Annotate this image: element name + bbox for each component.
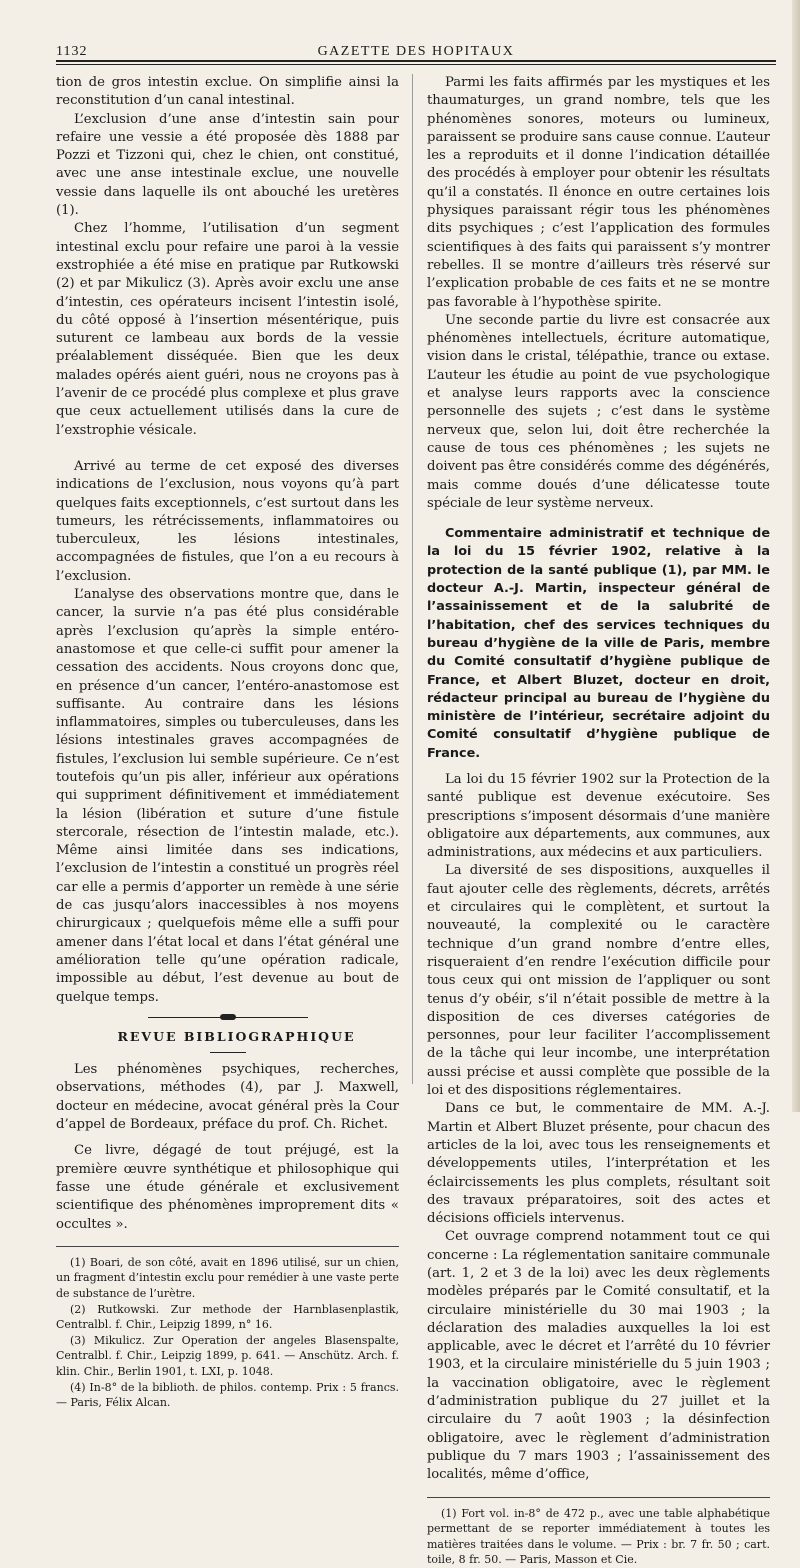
paragraph: Cet ouvrage comprend notamment tout ce qui concerne : La réglementation sanitaire communale (art. 1, 2 et 3 de la loi) avec les deux règlements modèles préparés par le Comité consultatif, et la circulaire ministérielle du 30 mai 1903 ; la déclaration des maladies auxquelles la loi est applicable, avec le décret et l’arrêté du 10 février 1903, et la circulaire ministérielle du 5 juin 1903 ; la vaccination obligatoire, avec le règlement d’administration publique du 27 juillet et la circulaire du 7 août 1903 ; la désinfection obligatoire, avec le règlement d’administration publique du 7 mars 1903 ; l’assainissement des localités, même d’office, (427, 1229, 770, 1483)
footnote: (1) Boari, de son côté, avait en 1896 utilisé, sur un chien, un fragment d’intestin exclu pour remédier à une vaste perte de substance de l’urètre. (56, 1255, 399, 1300)
short-rule (210, 1052, 246, 1053)
review-heading: Commentaire administratif et technique de la loi du 15 février 1902, relative à la protection de la santé publique (1), par MM. le docteur A.-J. Martin, inspecteur général de l’assainissement et de la salubrité de l’habitation, chef des services techniques du bureau d’hygiène de la ville de Paris, membre du Comité consultatif d’hygiène publique de France, et Albert Bluzet, docteur en droit, rédacteur principal au bureau de l’hygiène du ministère de l’intérieur, secrétaire adjoint du Comité consultatif d’hygiène publique de France. (427, 526, 770, 761)
left-column (56, 74, 399, 1411)
footnote: (3) Mikulicz. Zur Operation der angeles Blasenspalte, Centralbl. f. Chir., Leipzig 1899, p. 641. — Anschütz. Arch. f. klin. Chir., Berlin 1901, t. LXI, p. 1048. (56, 1333, 399, 1378)
footnote-rule (427, 1497, 770, 1498)
header-rule-thin (56, 64, 776, 65)
journal-title: GAZETTE DES HOPITAUX (317, 44, 515, 59)
paragraph: Dans ce but, le commentaire de MM. A.-J. Martin et Albert Bluzet présente, pour chacun des articles de la loi, avec tous les renseignements et développements utiles, l’interprétation et les éclaircissements les plus complets, résultant soit des travaux préparatoires, soit des actes et décisions officiels intervenus. (427, 1101, 770, 1227)
footnotes (427, 1506, 770, 1568)
footnote: (2) Rutkowski. Zur methode der Harnblasenplastik, Centralbl. f. Chir., Leipzig 1899, n° 16. (56, 1302, 399, 1332)
page-edge (792, 0, 800, 1112)
page-number: 1132 (56, 44, 88, 59)
paragraph: Arrivé au terme de cet exposé des diverses indications de l’exclusion, nous voyons qu’à part quelques faits exceptionnels, c’est surtout dans les tumeurs, les rétrécissements, inflammatoires ou tuberculeux, les lésions intestinales, accompagnées de fistules, que l’on a eu recours à l’exclusion. (56, 458, 399, 584)
paragraph: Ce livre, dégagé de tout préjugé, est la première œuvre synthétique et philosophique qui fasse une étude générale et exclusivement scientifique des phénomènes improprement dits « occultes ». (56, 1143, 399, 1232)
paragraph: tion de gros intestin exclue. On simplifie ainsi la reconstitution d’un canal intestinal. (56, 75, 399, 109)
section-ornament (148, 1017, 308, 1022)
section-title: REVUE BIBLIOGRAPHIQUE (117, 1028, 356, 1044)
paragraph: Chez l’homme, l’utilisation d’un segment intestinal exclu pour refaire une paroi à la vessie exstrophiée a été mise en pratique par Rutkowski (2) et par Mikulicz (3). Après avoir exclu une anse d’intestin, ces opérateurs incisent l’intestin isolé, du côté opposé à l’insertion mésentérique, puis suturent ce lambeau aux bords de la vessie préalablement disséquée. Bien que les deux malades opérés aient guéri, nous ne croyons pas à l’avenir de ce procédé plus complexe et plus grave que ceux actuellement utilisés dans la cure de l’exstrophie vésicale. (56, 221, 399, 438)
review-heading: Les phénomènes psychiques, recherches, observations, méthodes (4), par J. Maxwell, docteur en médecine, avocat général près la Cour d’appel de Bordeaux, préface du prof. Ch. Richet. (56, 1062, 399, 1133)
footnote: (4) In-8° de la biblioth. de philos. contemp. Prix : 5 francs. — Paris, Félix Alcan. (56, 1380, 399, 1410)
column-divider (412, 74, 413, 1084)
paragraph: Une seconde partie du livre est consacrée aux phénomènes intellectuels, écriture automatique, vision dans le cristal, télépathie, trance ou extase. L’auteur les étudie au point de vue psychologique et analyse leurs rapports avec la conscience personnelle des sujets ; c’est dans le système nerveux que, selon lui, doit être recherchée la cause de tous ces phénomènes ; les sujets ne doivent pas être considérés comme des dégénérés, mais comme doués d’une délicatesse toute spéciale de leur système nerveux. (427, 312, 770, 511)
footnotes (56, 1255, 399, 1411)
paragraph: Parmi les faits affirmés par les mystiques et les thaumaturges, un grand nombre, tels que les phénomènes sonores, moteurs ou lumineux, paraissent se produire sans cause connue. L’auteur les a reproduits et il donne l’indication détaillée des procédés à employer pour obtenir les résultats qu’il a constatés. Il énonce en outre certaines lois physiques paraissant régir tous les phénomènes dits psychiques ; c’est l’application des formules scientifiques à des faits qui paraissent s’y montrer rebelles. Il se montre d’ailleurs très réservé sur l’explication probable de ces faits et ne se montre pas favorable à l’hypothèse spirite. (427, 75, 770, 310)
paragraph: L’analyse des observations montre que, dans le cancer, la survie n’a pas été plus considérable après l’exclusion qu’après la simple entéro-anastomose et que celle-ci suffit pour amener la cessation des accidents. Nous croyons donc que, en présence d’un cancer, l’entéro-anastomose est suffisante. Au contraire dans les lésions inflammatoires, simples ou tuberculeuses, dans les lésions intestinales graves accompagnées de fistules, l’exclusion lui semble supérieure. Ce n’est toutefois qu’un pis aller, inférieur aux opérations qui suppriment définitivement et immédiatement la lésion (libération et suture d’une fistule stercorale, résection de l’intestin malade, etc.). Même ainsi limitée dans ses indications, l’exclusion de l’intestin a constitué un progrès réel car elle a permis d’apporter un remède à une série de cas jusqu’alors inaccessibles à nos moyens chirurgicaux ; quelquefois même elle a suffi pour amener dans l’état local et dans l’état général une amélioration telle qu’une opération radicale, impossible au début, l’est devenue au bout de quelque temps. (56, 587, 399, 1005)
paragraph: L’exclusion d’une anse d’intestin sain pour refaire une vessie a été proposée dès 1888 par Pozzi et Tizzoni qui, chez le chien, ont constitué, avec une anse intestinale exclue, une nouvelle vessie dans laquelle ils ont abouché les uretères (1). (56, 111, 399, 219)
paragraph: La loi du 15 février 1902 sur la Protection de la santé publique est devenue exécutoire. Ses prescriptions s’imposent désormais d’une manière obligatoire aux départements, aux communes, aux administrations, aux médecins et aux particuliers. (427, 771, 770, 861)
header-rule (56, 60, 776, 62)
page-header (56, 38, 776, 62)
right-column (427, 74, 770, 1568)
paragraph: La diversité de ses dispositions, auxquelles il faut ajouter celle des règlements, décrets, arrêtés et circulaires qui le complètent, et surtout la nouveauté, la complexité ou le caractère technique d’un grand nombre d’entre elles, risqueraient d’en rendre l’exécution difficile pour tous ceux qui ont mission de l’appliquer ou sont tenus d’y obéir, s’il n’était possible de mettre à la disposition de ces diverses catégories de personnes, pour leur faciliter l’accomplissement de la tâche qui leur incombe, une interprétation aussi précise et aussi complète que possible de la loi et des dispositions réglementaires. (427, 863, 770, 1099)
footnote: (1) Fort vol. in-8° de 472 p., avec une table alphabétique permettant de se reporter immédiatement à toutes les matières traitées dans le volume. — Prix : br. 7 fr. 50 ; cart. toile, 8 fr. 50. — Paris, Masson et Cie. (427, 1506, 770, 1567)
footnote-rule (56, 1246, 399, 1247)
